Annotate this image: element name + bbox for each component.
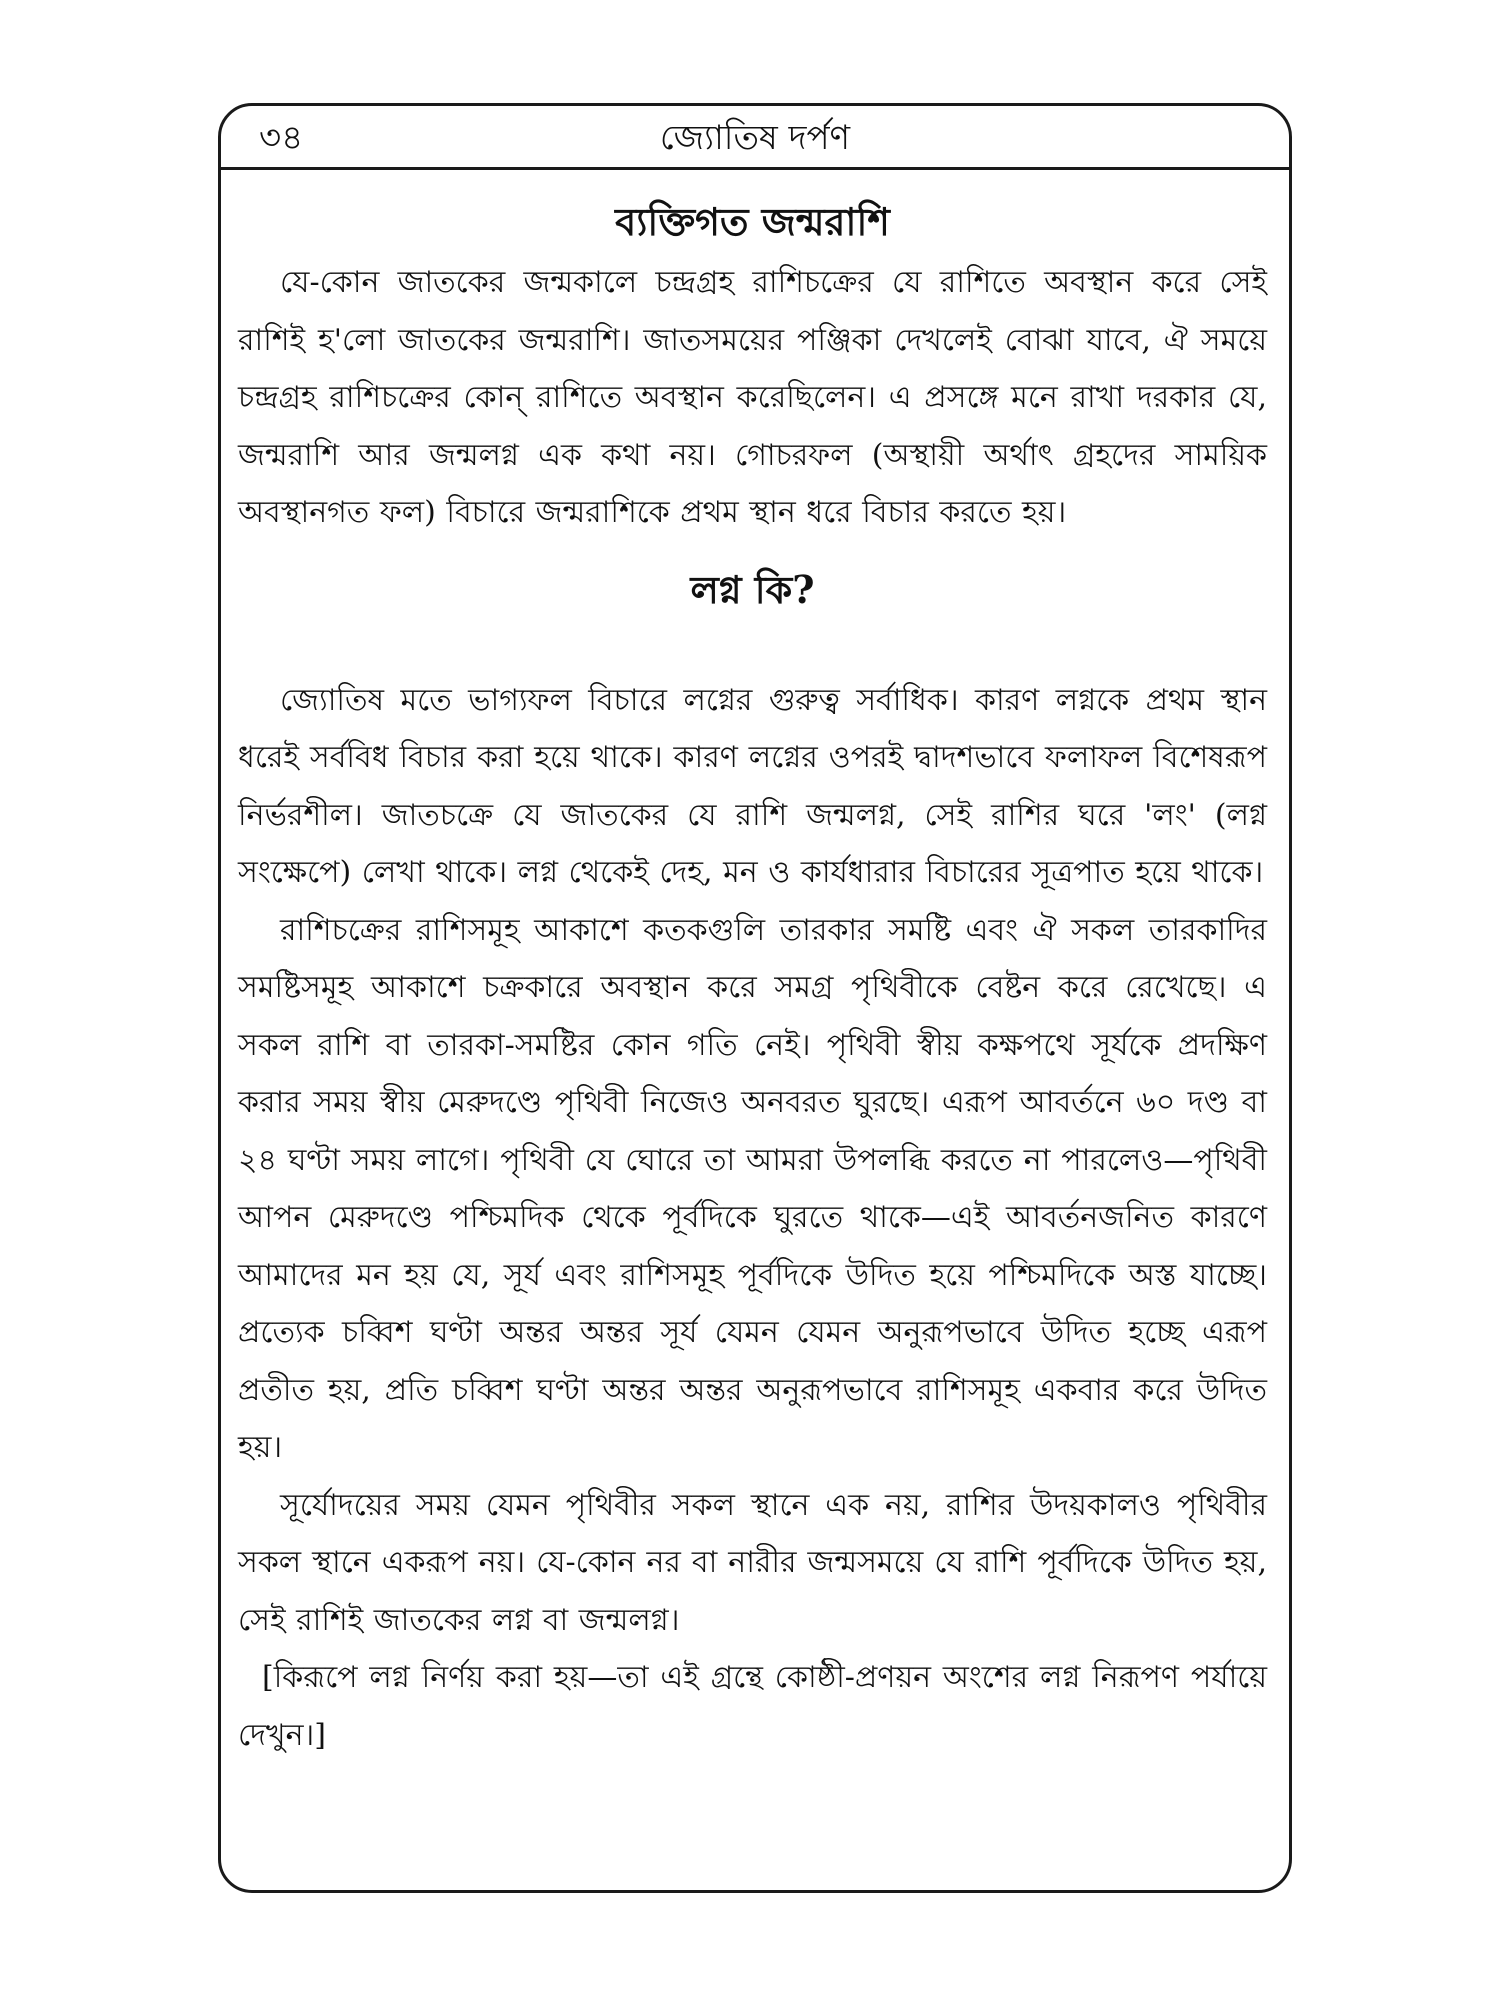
- page-number: ৩৪: [259, 118, 304, 158]
- section-heading-what-is-lagna: লগ্ন কি?: [690, 566, 815, 612]
- paragraph: রাশিচক্রের রাশিসমূহ আকাশে কতকগুলি তারকার সমষ্টি এবং ঐ সকল তারকাদির সমষ্টিসমূহ আকাশে চক্রকারে অবস্থান করে সমগ্র পৃথিবীকে বেষ্টন করে রেখেছে। এ সকল রাশি বা তারকা-সমষ্টির কোন গতি নেই। পৃথিবী স্বীয় কক্ষপথে সূর্যকে প্রদক্ষিণ করার সময় স্বীয় মেরুদণ্ডে পৃথিবী নিজেও অনবরত ঘুরছে। এরূপ আবর্তনে ৬০ দণ্ড বা ২৪ ঘণ্টা সময় লাগে। পৃথিবী যে ঘোরে তা আমরা উপলব্ধি করতে না পারলেও—পৃথিবী আপন মেরুদণ্ডে পশ্চিমদিক থেকে পূর্বদিকে ঘুরতে থাকে—এই আবর্তনজনিত কারণে আমাদের মন হয় যে, সূর্য এবং রাশিসমূহ পূর্বদিকে উদিত হয়ে পশ্চিমদিকে অস্ত যাচ্ছে। প্রত্যেক চব্বিশ ঘণ্টা অন্তর অন্তর সূর্য যেমন যেমন অনুরূপভাবে উদিত হচ্ছে এরূপ প্রতীত হয়, প্রতি চব্বিশ ঘণ্টা অন্তর অন্তর অনুরূপভাবে রাশিসমূহ একবার করে উদিত হয়।: [238, 912, 1267, 1465]
- running-title: জ্যোতিষ দর্পণ: [659, 118, 851, 158]
- page-frame: [218, 103, 1292, 1893]
- section-heading-birth-sign: ব্যক্তিগত জন্মরাশি: [615, 199, 890, 244]
- paragraph: জ্যোতিষ মতে ভাগ্যফল বিচারে লগ্নের গুরুত্ব সর্বাধিক। কারণ লগ্নকে প্রথম স্থান ধরেই সর্ববিধ বিচার করা হয়ে থাকে। কারণ লগ্নের ওপরই দ্বাদশভাবে ফলাফল বিশেষরূপ নির্ভরশীল। জাতচক্রে যে জাতকের যে রাশি জন্মলগ্ন, সেই রাশির ঘরে 'লং' (লগ্ন সংক্ষেপে) লেখা থাকে। লগ্ন থেকেই দেহ, মন ও কার্যধারার বিচারের সূত্রপাত হয়ে থাকে।: [238, 682, 1267, 890]
- page-header: [221, 106, 1289, 170]
- page-content: [221, 170, 1289, 1764]
- paragraph: সূর্যোদয়ের সময় যেমন পৃথিবীর সকল স্থানে এক নয়, রাশির উদয়কালও পৃথিবীর সকল স্থানে একরূপ নয়। যে-কোন নর বা নারীর জন্মসময়ে যে রাশি পূর্বদিকে উদিত হয়, সেই রাশিই জাতকের লগ্ন বা জন্মলগ্ন।: [238, 1487, 1267, 1638]
- paragraph: যে-কোন জাতকের জন্মকালে চন্দ্রগ্রহ রাশিচক্রের যে রাশিতে অবস্থান করে সেই রাশিই হ'লো জাতকের জন্মরাশি। জাতসময়ের পঞ্জিকা দেখলেই বোঝা যাবে, ঐ সময়ে চন্দ্রগ্রহ রাশিচক্রের কোন্ রাশিতে অবস্থান করেছিলেন। এ প্রসঙ্গে মনে রাখা দরকার যে, জন্মরাশি আর জন্মলগ্ন এক কথা নয়। গোচরফল (অস্থায়ী অর্থাৎ গ্রহদের সাময়িক অবস্থানগত ফল) বিচারে জন্মরাশিকে প্রথম স্থান ধরে বিচার করতে হয়।: [238, 265, 1267, 530]
- bracketed-note: [কিরূপে লগ্ন নির্ণয় করা হয়—তা এই গ্রন্থে কোষ্ঠী-প্রণয়ন অংশের লগ্ন নিরূপণ পর্যায়ে দেখুন।]: [238, 1660, 1267, 1753]
